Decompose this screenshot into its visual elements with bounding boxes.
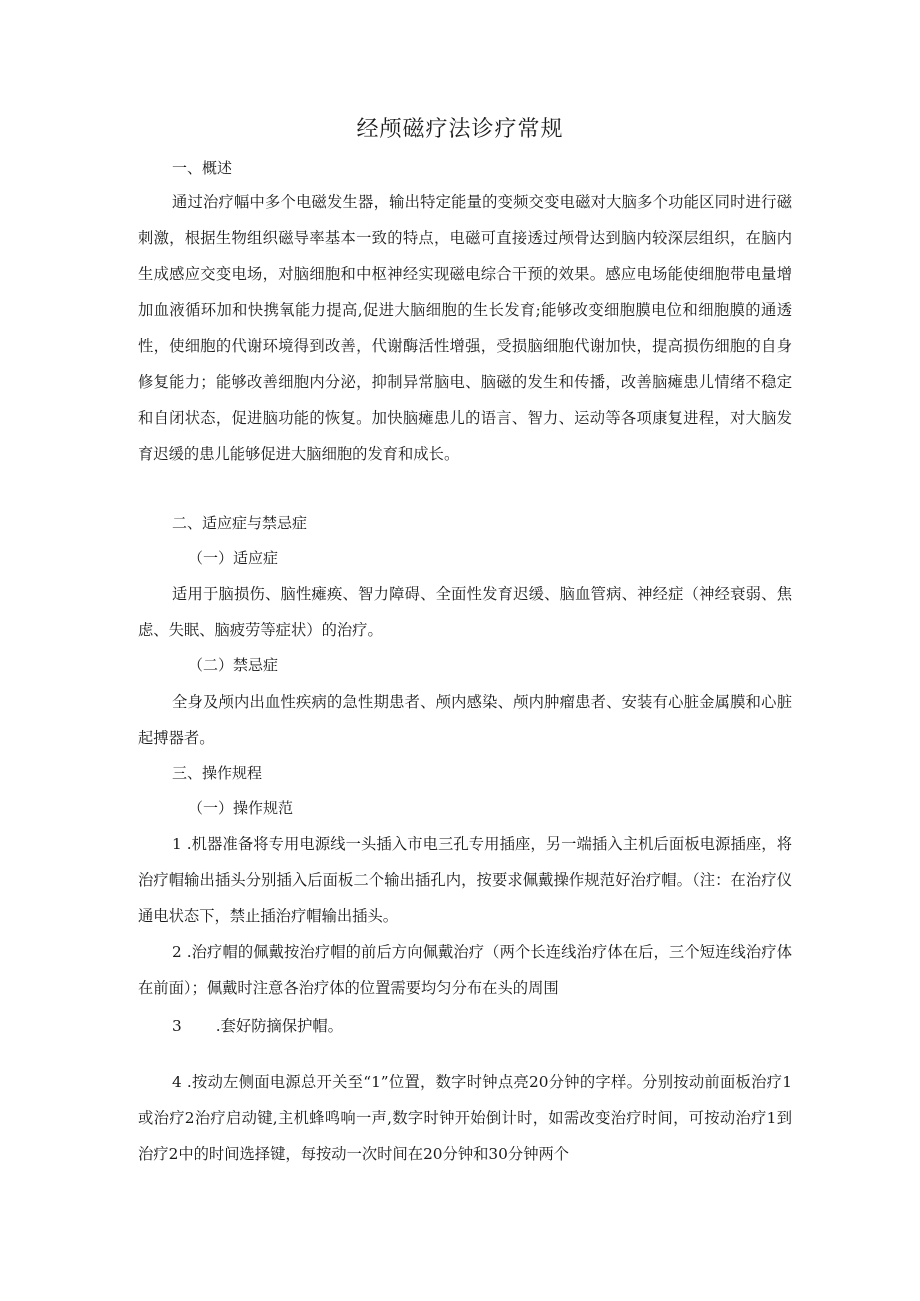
subsection-heading-contraindications: （二）禁忌症 bbox=[188, 656, 279, 674]
subsection-heading-operation-standard: （一）操作规范 bbox=[188, 799, 294, 817]
procedure-item-2: 2 .治疗帽的佩戴按治疗帽的前后方向佩戴治疗（两个长连线治疗体在后，三个短连线治疗体在前面）；佩戴时注意各治疗体的位置需要均匀分布在头的周围 bbox=[138, 943, 792, 997]
section-heading-indications: 二、适应症与禁忌症 bbox=[172, 514, 308, 532]
procedure-item-3-number: 3 bbox=[172, 1017, 182, 1035]
procedure-item-3-text: .套好防摘保护帽。 bbox=[215, 1017, 343, 1035]
contraindications-paragraph: 全身及颅内出血性疾病的急性期患者、颅内感染、颅内肿瘤患者、安装有心脏金属膜和心脏起搏器者。 bbox=[138, 693, 792, 747]
section-heading-procedure: 三、操作规程 bbox=[172, 764, 263, 782]
document-title: 经颅磁疗法诊疗常规 bbox=[356, 117, 564, 142]
procedure-item-1: 1 .机器准备将专用电源线一头插入市电三孔专用插座，另一端插入主机后面板电源插座，将治疗帽输出插头分别插入后面板二个输出插孔内，按要求佩戴操作规范好治疗帽。（注：在治疗仪通电状态下，禁止插治疗帽输出插头。 bbox=[138, 835, 792, 925]
overview-paragraph: 通过治疗幅中多个电磁发生器，输出特定能量的变频交变电磁对大脑多个功能区同时进行磁刺激，根据生物组织磁导率基本一致的特点，电磁可直接透过颅骨达到脑内较深层组织，在脑内生成感应交变电场，对脑细胞和中枢神经实现磁电综合干预的效果。感应电场能使细胞带电量增加血液循环加和快携氧能力提高,促进大脑细胞的生长发育;能够改变细胞膜电位和细胞膜的通透性，使细胞的代谢环境得到改善，代谢酶活性增强，受损脑细胞代谢加快，提高损伤细胞的自身修复能力；能够改善细胞内分泌，抑制异常脑电、脑磁的发生和传播，改善脑瘫患儿情绪不稳定和自闭状态，促进脑功能的恢复。加快脑瘫患儿的语言、智力、运动等各项康复进程，对大脑发育迟缓的患儿能够促进大脑细胞的发育和成长。 bbox=[138, 193, 792, 463]
section-heading-overview: 一、概述 bbox=[172, 159, 233, 177]
procedure-item-3 bbox=[138, 1008, 792, 1044]
subsection-heading-indications: （一）适应症 bbox=[188, 549, 279, 567]
procedure-item-4: 4 .按动左侧面电源总开关至“1”位置，数字时钟点亮20分钟的字样。分别按动前面板治疗1或治疗2治疗启动键,主机蜂鸣响一声,数字时钟开始倒计时，如需改变治疗时间，可按动治疗1到治疗2中的时间选择键，每按动一次时间在20分钟和30分钟两个 bbox=[138, 1073, 792, 1163]
indications-paragraph: 适用于脑损伤、脑性瘫痪、智力障碍、全面性发育迟缓、脑血管病、神经症（神经衰弱、焦虑、失眠、脑疲劳等症状）的治疗。 bbox=[138, 585, 792, 639]
